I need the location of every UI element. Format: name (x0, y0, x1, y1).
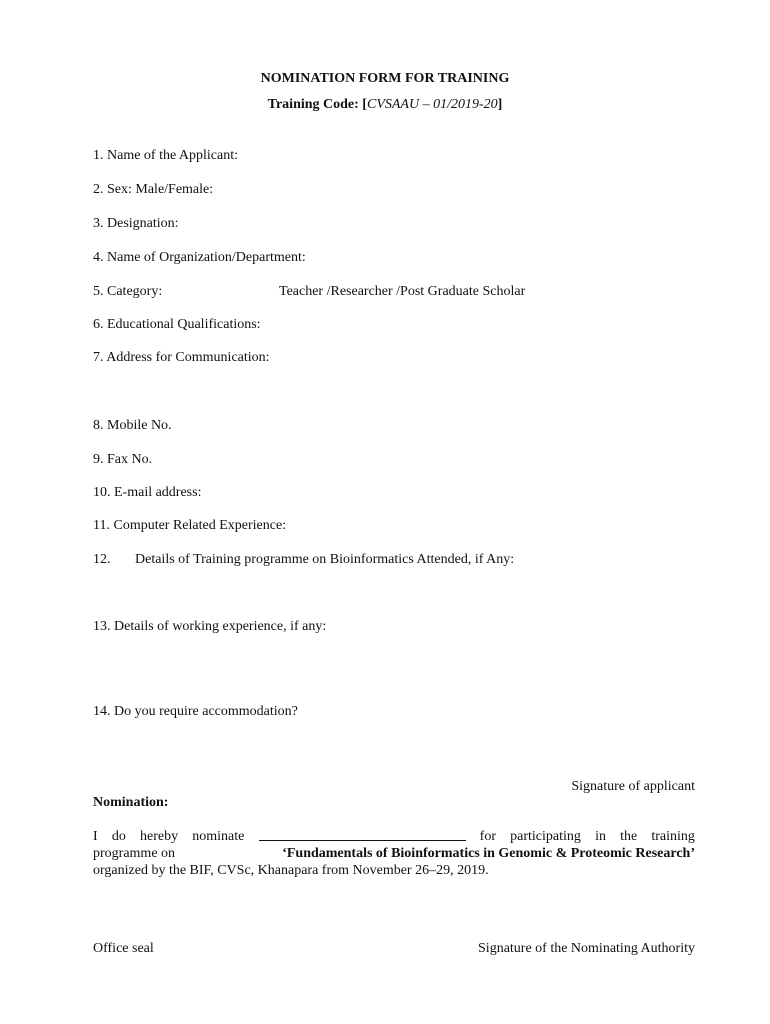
field-working-experience: 13. Details of working experience, if any: (93, 619, 327, 634)
word: participating (510, 829, 581, 844)
training-code-value: CVSAAU – 01/2019-20 (366, 97, 498, 112)
signature-nominating-authority: Signature of the Nominating Authority (478, 941, 695, 956)
field-fax: 9. Fax No. (93, 452, 153, 467)
word: hereby (139, 829, 179, 844)
word: do (111, 829, 126, 844)
word: the (620, 829, 638, 844)
field-designation: 3. Designation: (93, 216, 179, 231)
training-code-label: Training Code: [ (267, 97, 367, 112)
word: training (651, 829, 695, 844)
training-code-close: ] (497, 97, 503, 112)
field-address: 7. Address for Communication: (93, 350, 270, 365)
field-accommodation: 14. Do you require accommodation? (93, 704, 298, 719)
nomination-line-3: organized by the BIF, CVSc, Khanapara from November 26–29, 2019. (93, 863, 489, 878)
word: nominate (192, 829, 245, 844)
field-sex: 2. Sex: Male/Female: (93, 182, 214, 197)
field-applicant-name: 1. Name of the Applicant: (93, 148, 239, 163)
field-training-attended (93, 552, 514, 568)
signature-of-applicant: Signature of applicant (571, 779, 695, 794)
nominee-name-blank[interactable] (259, 828, 466, 841)
field-educational-qualifications: 6. Educational Qualifications: (93, 317, 261, 332)
field-12-number: 12. (93, 552, 111, 567)
field-organization: 4. Name of Organization/Department: (93, 250, 306, 265)
office-seal: Office seal (93, 941, 154, 956)
word: in (595, 829, 606, 844)
nomination-paragraph (93, 828, 695, 879)
nomination-line-1 (93, 828, 695, 845)
form-title: NOMINATION FORM FOR TRAINING (260, 71, 510, 86)
word: for (479, 829, 496, 844)
field-computer-experience: 11. Computer Related Experience: (93, 518, 287, 533)
training-code (0, 97, 770, 113)
field-category: 5. Category: (93, 284, 163, 299)
word: I (93, 829, 98, 844)
nomination-line-2 (93, 845, 695, 862)
field-mobile: 8. Mobile No. (93, 418, 172, 433)
field-email: 10. E-mail address: (93, 485, 202, 500)
programme-name: ‘Fundamentals of Bioinformatics in Genomic & Proteomic Research’ (282, 846, 695, 861)
nomination-heading: Nomination: (93, 795, 169, 810)
field-12-text: Details of Training programme on Bioinformatics Attended, if Any: (135, 552, 515, 567)
programme-on: programme on (93, 846, 176, 861)
category-options: Teacher /Researcher /Post Graduate Scholar (279, 284, 526, 299)
